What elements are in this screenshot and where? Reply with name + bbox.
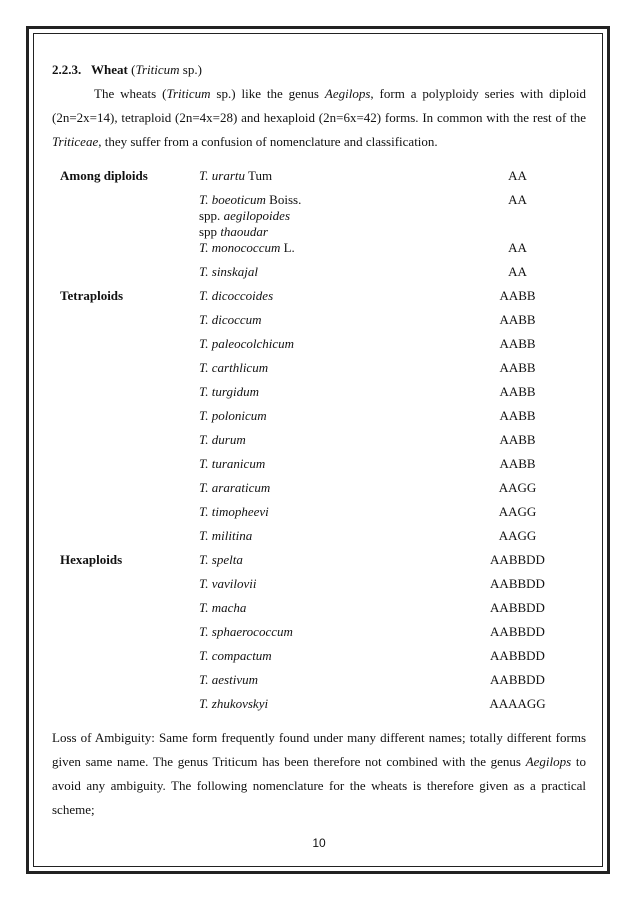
table-row <box>52 504 586 528</box>
group-label-tetraploids: Tetraploids <box>60 288 124 303</box>
closing-paragraph: Loss of Ambiguity: Same form frequently found under many different names; totally different forms given same name. The genus Triticum has been therefore not combined with the genus Aegilops to avoid any ambiguity. The following nomenclature for the wheats is therefore given as a practical scheme; <box>52 730 586 817</box>
genome-code: AAGG <box>498 504 537 519</box>
table-row <box>52 624 586 648</box>
table-row <box>52 600 586 624</box>
intro-paragraph: The wheats (Triticum sp.) like the genus Aegilops, form a polyploidy series with diploid (2n=2x=14), tetraploid (2n=4x=28) and hexaploid (2n=6x=42) forms. In common with the rest of the Triticeae, they suffer from a confusion of nomenclature and classification. <box>52 86 587 149</box>
species-name: T. sinskajal <box>199 264 258 279</box>
genome-code: AABB <box>499 336 536 351</box>
genome-code: AABB <box>499 384 536 399</box>
genome-code: AABBDD <box>490 552 545 567</box>
table-row <box>52 672 586 696</box>
species-name: T. paleocolchicum <box>199 336 295 351</box>
species-name: T. compactum <box>199 648 272 663</box>
table-row <box>52 648 586 672</box>
table-row <box>52 312 586 336</box>
table-row <box>52 456 586 480</box>
table-row <box>52 360 586 384</box>
species-name: T. sphaerococcum <box>199 624 293 639</box>
genome-code: AAAAGG <box>489 696 546 711</box>
genome-code: AABBDD <box>490 624 545 639</box>
genome-code: AABBDD <box>490 600 545 615</box>
genome-code: AABB <box>499 432 536 447</box>
species-name: T. militina <box>199 528 253 543</box>
genome-code: AA <box>508 168 527 183</box>
table-row <box>52 696 586 720</box>
table-row <box>52 408 586 432</box>
genome-code: AABB <box>499 456 536 471</box>
group-label-hexaploids: Hexaploids <box>60 552 123 567</box>
table-row <box>52 336 586 360</box>
table-row <box>52 240 586 264</box>
species-name: T. araraticum <box>199 480 271 495</box>
species-name: T. urartu Tum <box>199 168 273 183</box>
table-row <box>52 432 586 456</box>
species-name: T. dicoccoides <box>199 288 274 303</box>
species-table <box>52 168 586 720</box>
section-heading: 2.2.3. Wheat (Triticum sp.) <box>52 62 202 77</box>
genome-code: AABB <box>499 360 536 375</box>
page-content <box>52 58 586 822</box>
species-name: T. aestivum <box>199 672 258 687</box>
group-label-diploids: Among diploids <box>60 168 148 183</box>
species-name: T. carthlicum <box>199 360 269 375</box>
table-row <box>52 264 586 288</box>
genome-code: AA <box>508 264 527 279</box>
species-name: T. spelta <box>199 552 243 567</box>
table-row <box>52 552 586 576</box>
species-name: T. macha <box>199 600 247 615</box>
genome-code: AAGG <box>498 528 537 543</box>
table-row <box>52 192 586 240</box>
genome-code: AABBDD <box>490 648 545 663</box>
species-name: T. turgidum <box>199 384 259 399</box>
species-name: T. polonicum <box>199 408 267 423</box>
species-name: T. dicoccum <box>199 312 262 327</box>
table-row <box>52 576 586 600</box>
table-row <box>52 168 586 192</box>
genome-code: AABBDD <box>490 672 545 687</box>
genome-code: AABB <box>499 408 536 423</box>
species-name: T. timopheevi <box>199 504 269 519</box>
species-name: T. turanicum <box>199 456 266 471</box>
table-row <box>52 528 586 552</box>
species-name: T. vavilovii <box>199 576 257 591</box>
genome-code: AA <box>508 192 527 207</box>
species-name: T. zhukovskyi <box>199 696 269 711</box>
genome-code: AABB <box>499 312 536 327</box>
species-name: T. boeoticum Boiss. spp. aegilopoides spp thaoudar <box>199 192 302 239</box>
table-row <box>52 288 586 312</box>
species-name: T. monococcum L. <box>199 240 295 255</box>
table-row <box>52 480 586 504</box>
species-name: T. durum <box>199 432 246 447</box>
table-row <box>52 384 586 408</box>
genome-code: AABBDD <box>490 576 545 591</box>
genome-code: AAGG <box>498 480 537 495</box>
genome-code: AA <box>508 240 527 255</box>
page-number: 10 <box>312 836 326 850</box>
genome-code: AABB <box>499 288 536 303</box>
